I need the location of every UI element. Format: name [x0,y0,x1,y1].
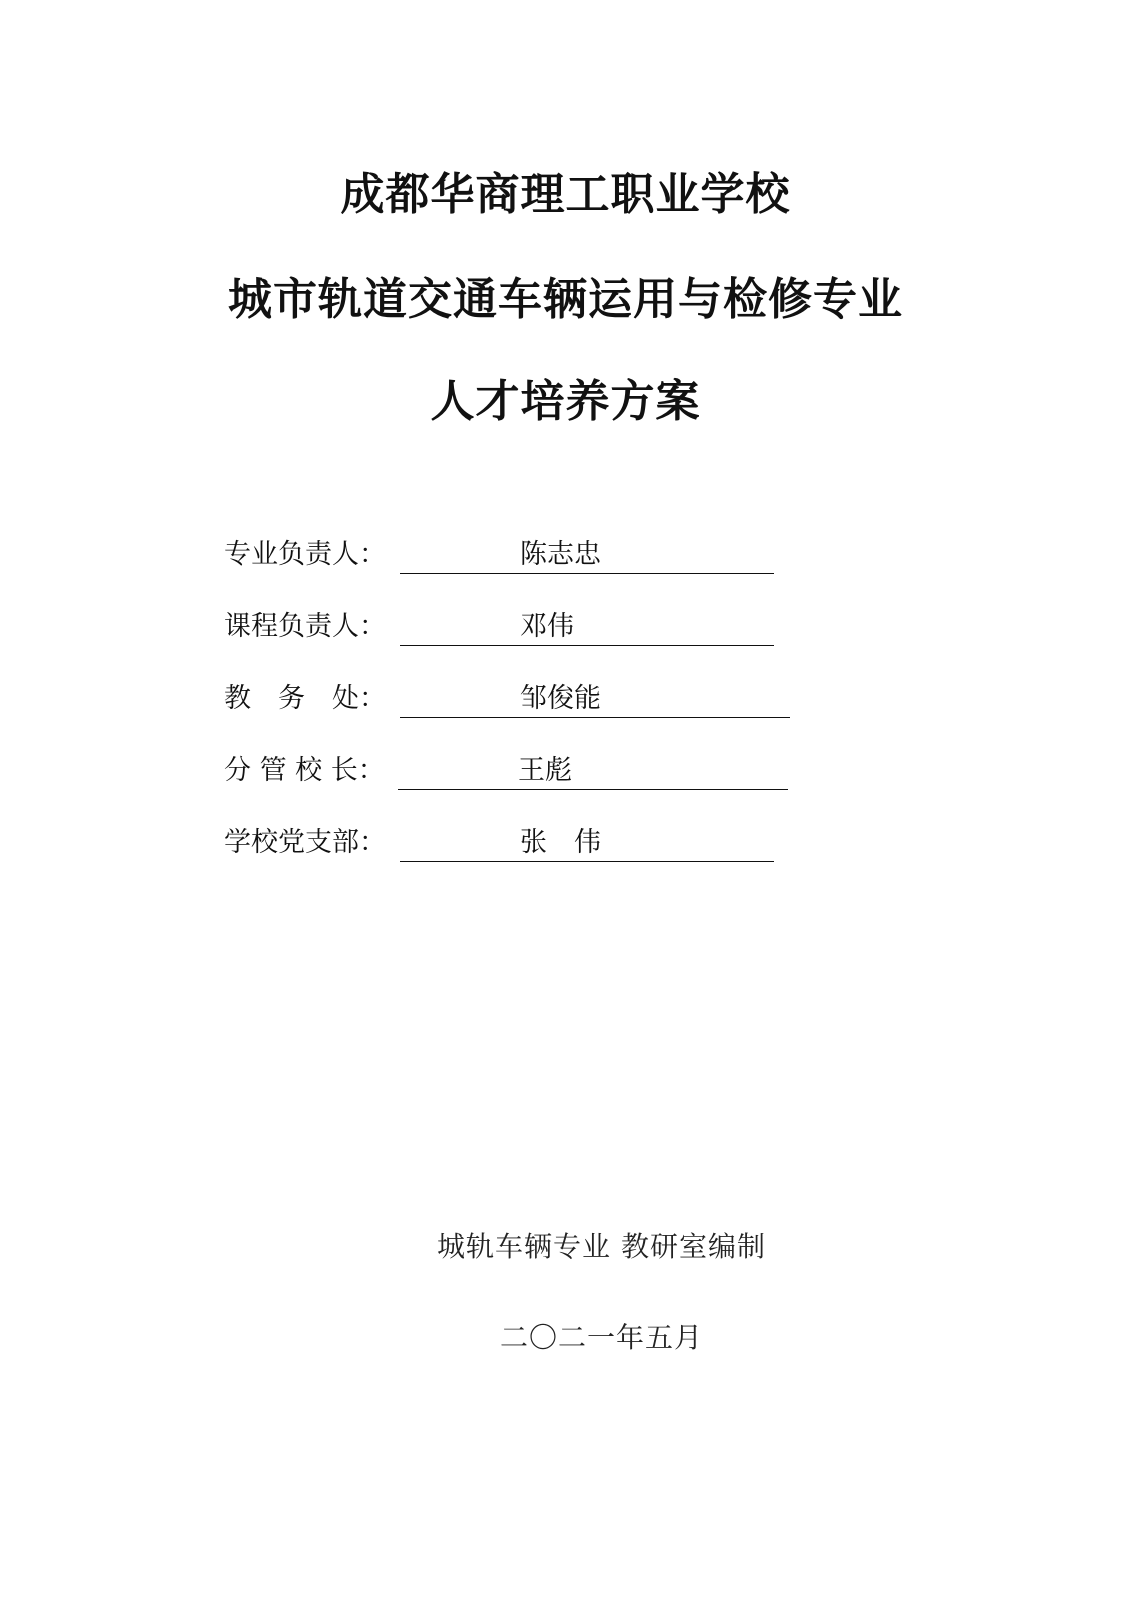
signature-label: 分 管 校 长： [224,755,385,786]
signature-name: 邓伟 [520,611,574,642]
signature-row-academic-office [224,679,794,719]
signature-underline [398,789,788,790]
signature-underline [400,645,774,646]
signature-label: 课程负责人： [224,611,386,642]
signature-label: 学校党支部： [224,827,386,858]
signature-label: 教 务 处： [224,683,386,714]
date-line: 二〇二一年五月 [499,1321,703,1354]
compiler-line: 城轨车辆专业 教研室编制 [437,1230,766,1263]
signature-name: 邹俊能 [520,683,601,714]
major-name-title: 城市轨道交通车辆运用与检修专业 [228,274,903,325]
plan-title: 人才培养方案 [430,376,701,427]
signature-name: 张 伟 [520,827,601,858]
signature-row-vice-principal [224,751,794,791]
signature-name: 王彪 [518,755,572,786]
signature-name: 陈志忠 [520,539,601,570]
signature-row-major-lead [224,535,784,575]
signature-row-party-branch [224,823,784,863]
signature-label: 专业负责人： [224,539,386,570]
school-name-title: 成都华商理工职业学校 [340,169,791,220]
signature-row-course-lead [224,607,784,647]
